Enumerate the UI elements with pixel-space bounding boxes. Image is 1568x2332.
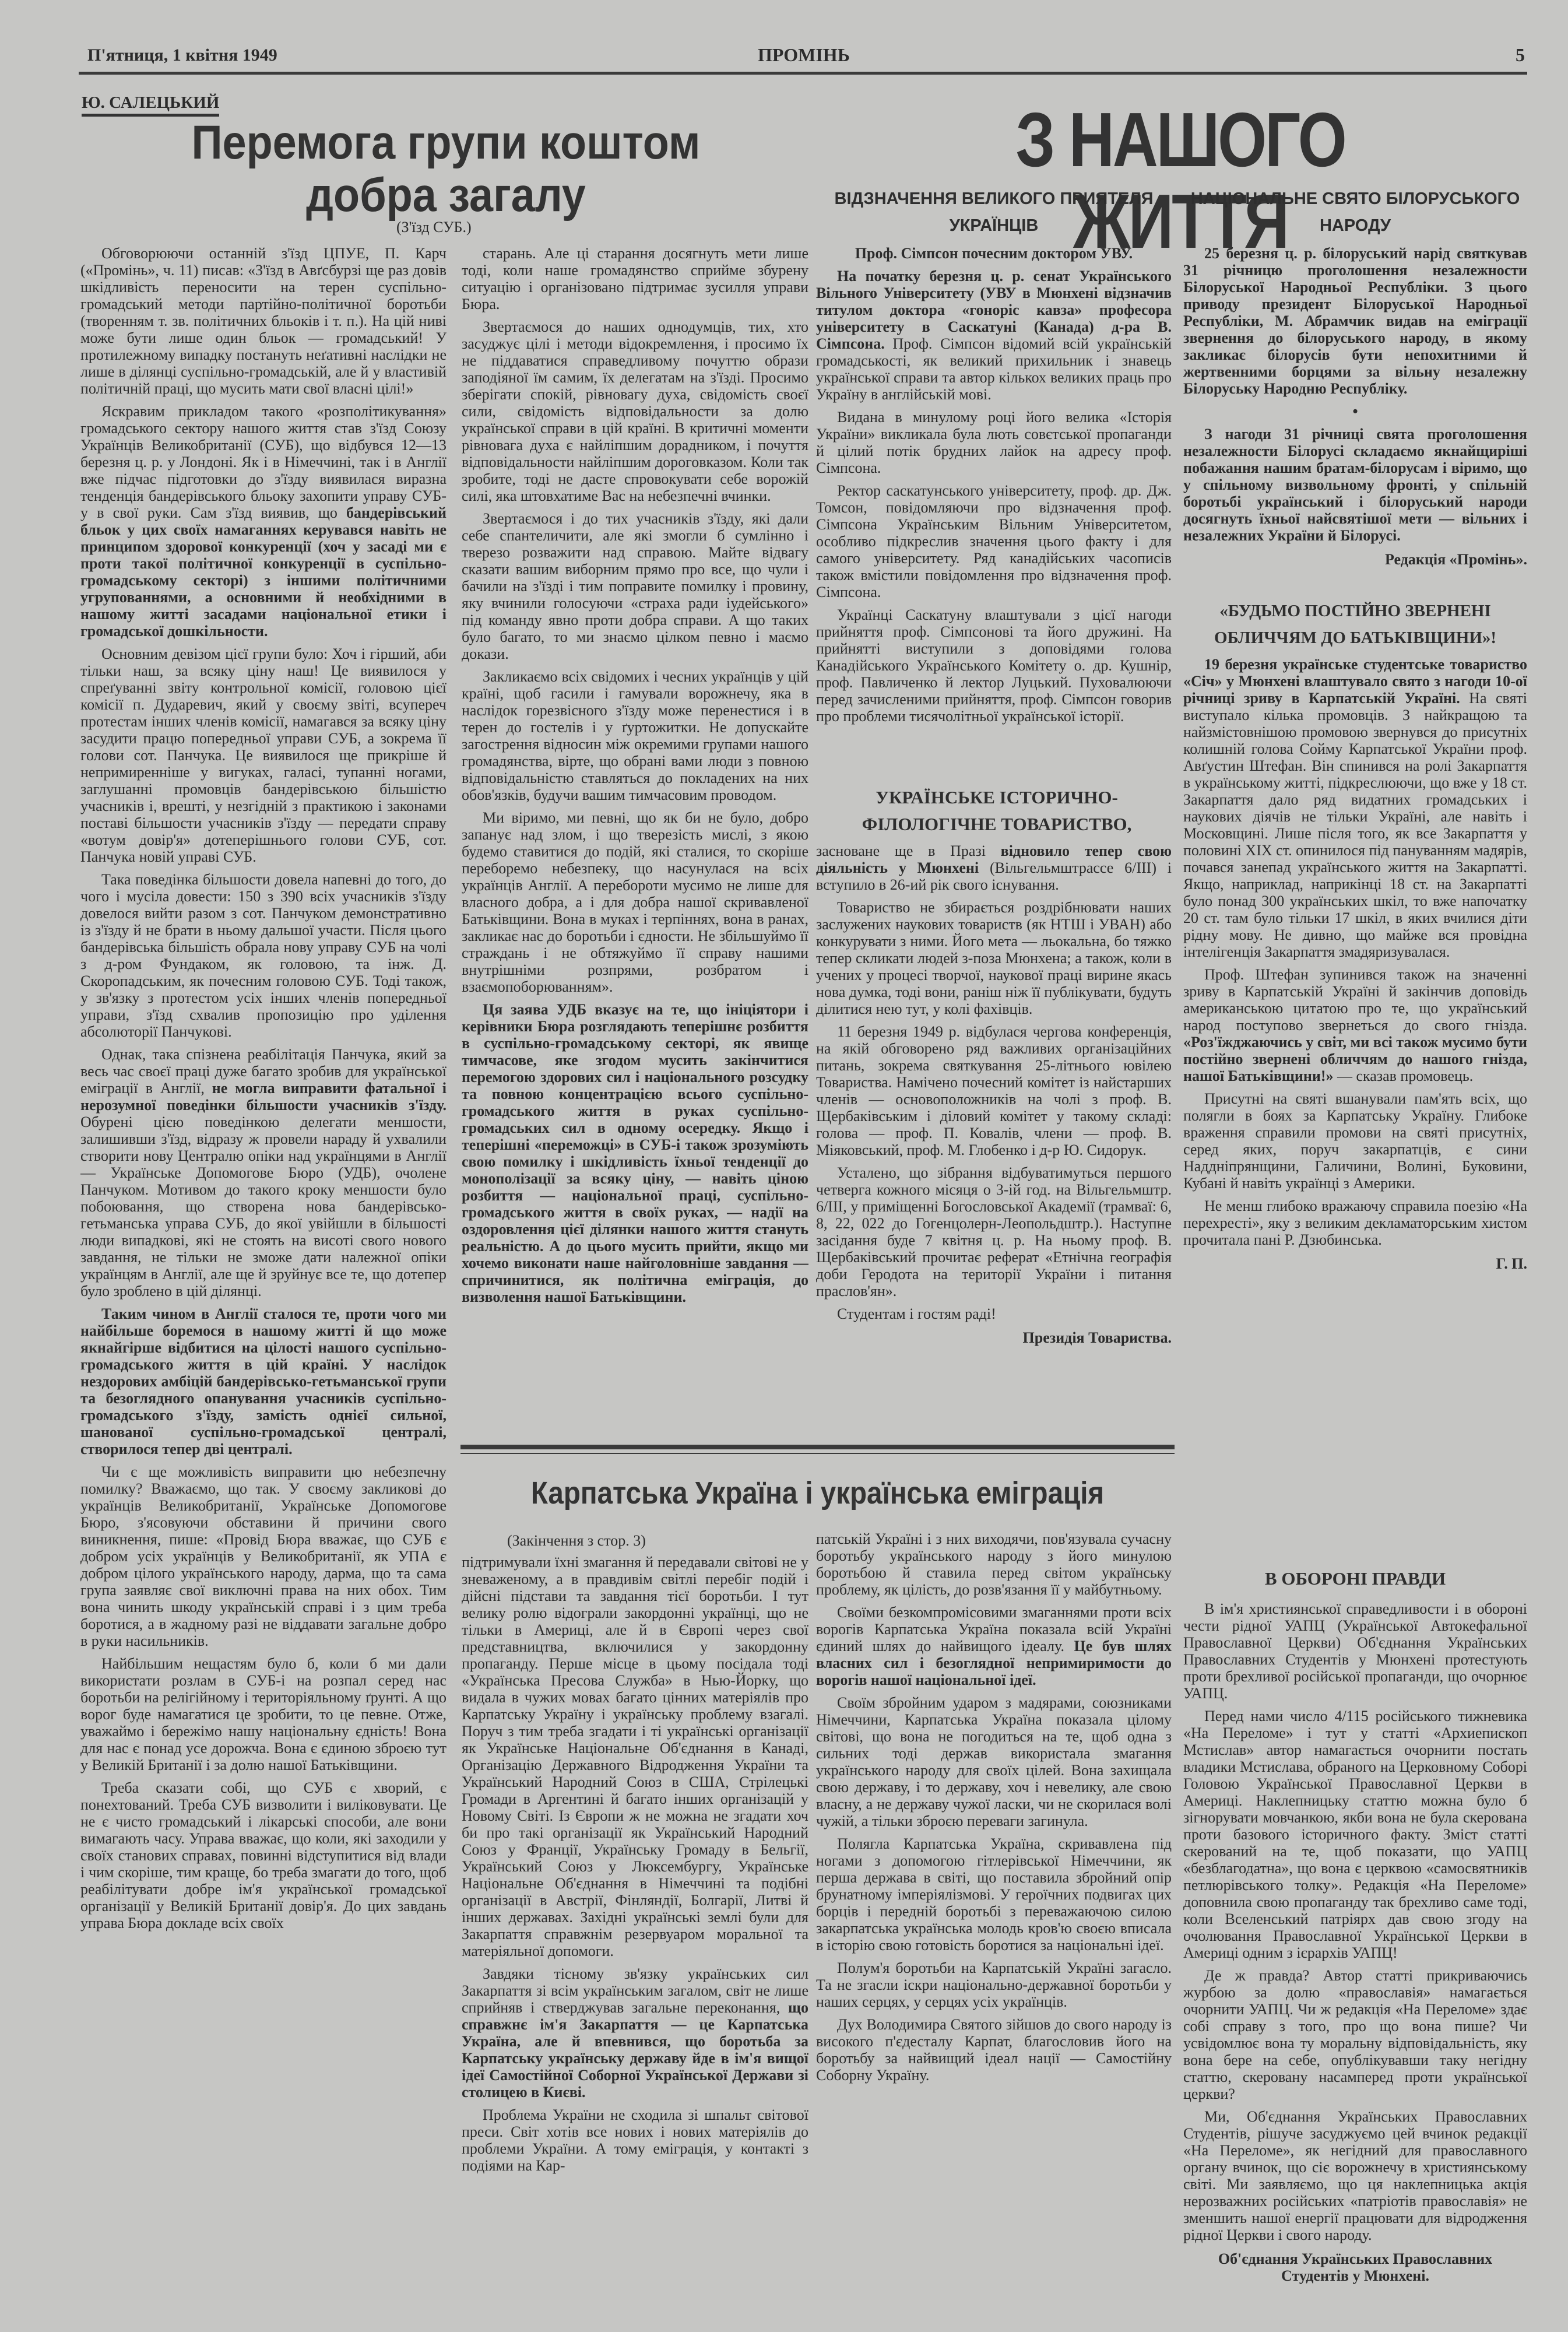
society-article bbox=[816, 842, 1172, 1431]
paragraph-text: Треба сказати собі, що СУБ є хворий, є понехтований. Треба СУБ визволити і виліковувати. Це не є чисто громадський і лікарські способи, але вони вимагають часу. Управа вважає, що коли, які заходили у своїх станових справах, повинні відступитися від влади і чим скоріше, тим краще, бо треба змагати до того, щоб реабілітувати добре ім'я української громадської організації у Великій Британії довір'я. До цих завдань управа Бюра докладе всіх своїх bbox=[80, 1779, 447, 1931]
paragraph-text: Чи є ще можливість виправити цю небезпечну помилку? Вважаємо, що так. У своєму закликові до українців Великобританії, Українське Допомогове Бюро, з'ясовуючи обставини й причини свого виникнення, пише: «Провід Бюра вважає, що СУБ є добром усіх українців у Великобританії, як УПА є добром цілого українського народу, дарма, що та сама група заявляє свої виключні права на них обох. Тим вона чинить шкоду українській справі і з цим треба боротися, а в жадному разі не віддавати загальне добро в руки насильників. bbox=[80, 1463, 447, 1649]
paragraph-bold-text: «Роз'їжджаючись у світ, ми всі також мусимо бути постійно звернені обличчям до нашого гнізда, нашої Батьківщини!» bbox=[1183, 1034, 1527, 1084]
paragraph bbox=[816, 606, 1172, 725]
sich-signature: Г. П. bbox=[1496, 1255, 1527, 1272]
paragraph-text: старань. Але ці старання досягнуть мети лише тоді, коли наше громадянство сприйме збурену ситуацію і організовано підтримає зусилля управи Бюра. bbox=[462, 245, 808, 312]
paragraph-text: Однак, така спізнена реабілітація Панчука, який за весь час своєї праці дуже багато зробив для української еміграції в Англії, bbox=[80, 1046, 447, 1097]
carpathian-column-3 bbox=[816, 1530, 1172, 2317]
paragraph-text: Завдяки тісному зв'язку українських сил Закарпаття зі всім українським загалом, світ не лише сприйняв і стверджував загальне переконання, bbox=[462, 1965, 808, 2016]
paragraph bbox=[816, 842, 1172, 893]
paragraph-text: Найбільшим нещастям було б, коли б ми дали використати розлам в СУБ-і на розпал серед нас боротьби на релігійному і територіяльному ґрунті. А що ворог буде намагатися це зробити, то це певне. Отже, уважаймо і бережімо нашу національну єдність! Вона для нас є понад усе дорожча. Вона є єдиною зброєю тут у Великій Британії і за долю нашої Батьківщини. bbox=[80, 1655, 447, 1773]
paragraph-bold-text: що справжнє ім'я Закарпаття — це Карпатська Україна, але й впевнився, що боротьба за Карпатську українську державу йде в ім'я вищої ідеї Самостійної Соборної Української Держави зі столицею в Києві. bbox=[462, 1999, 808, 2101]
paragraph bbox=[1183, 2108, 1527, 2243]
masthead-rule bbox=[79, 72, 1527, 75]
page-number: 5 bbox=[1516, 44, 1525, 65]
paragraph bbox=[816, 1835, 1172, 1954]
left-article-column-1 bbox=[80, 245, 447, 2320]
paragraph bbox=[816, 899, 1172, 1017]
paragraph-text: Ця заява УДБ вказує на те, що ініціятори і керівники Бюра розглядають теперішнє розбиття в суспільно-громадському секторі, як явище тимчасове, яке згодом мусить закінчитися перемогою здорових сил і національного розсудку та повною концентрацією всього суспільно-громадського життя в руках суспільно-громадських сил в одному осередку. Якщо і теперішні «переможці» в СУБ-і також зрозуміють свою помилку і шкідливість їхньої тенденції до монополізації за всяку ціну, — навіть ціною розбиття — національної праці, суспільно-громадського життя в своїх руках, — надії на оздоровлення цієї ділянки нашого життя стануть реальністю. А до цього мусить прийти, якщо ми хочемо виконати наше найголовніше завдання — спричинитися, як політична еміграція, до визволення нашої Батьківщини. bbox=[462, 1001, 808, 1305]
article-author: Ю. САЛЕЦЬКИЙ bbox=[82, 93, 219, 117]
paragraph bbox=[80, 1463, 447, 1649]
paragraph-text: підтримували їхні змагання й передавали світові не у зневаженому, а в правдивім світлі перебіг подій і дійсні підстави та завдання тієї боротьби. І тут велику ролю відограли закордонні українці, що не тільки в Америці, але й в Європі через свої представництва, включилися у закордонну пропаганду. Перше місце в цьому посідала тоді «Українська Пресова Служба» в Нью-Йорку, що видала в чужих мовах багато цінних матеріялів про Карпатську Україну і українську проблему взагалі. Поруч з тим треба згадати і ті українські організації як Українське Національне Об'єднання в Канаді, Організацію Державного Відродження України та Український Народний Союз в США, Стрілецькі Громади в Аргентині й багато інших організацій у Новому Світі. Із Європи ж не можна не згадати хоч би про такі організації як Український Народний Союз у Франції, Українську Громаду в Бельгії, Український Союз у Люксембургу, Українське Національне Об'єднання в Німеччині та подібні організації в Австрії, Фінляндії, Болгарії, Литві й інших державах. Західні українські землі були для Закарпаття справжнім резервуаром моральної та матеріяльної допомоги. bbox=[462, 1554, 808, 1959]
paragraph-text: Звертаємося до наших однодумців, тих, хто засуджує цілі і методи відокремлення, і просимо їх не піддаватися справедливому почуттю образи заподіяної їм самим, їх делегатам на з'їзді. Просимо зберігати спокій, рівновагу духа, свідомість своєї сили, свідомість відповідальности за долю української справи в цій країні. В критичні моменти рівновага духа є найліпшим дорадником, і почуття відповідальности найліпшим дороговказом. Коли так зробите, тоді не дасте спровокувати себе ворожій силі, яка штовхатиме Вас на небезпечні вчинки. bbox=[462, 318, 808, 504]
paragraph bbox=[80, 403, 447, 640]
paragraph-text-tail: — сказав промовець. bbox=[1333, 1067, 1474, 1084]
defense-body bbox=[1183, 1600, 1527, 2243]
simpson-lead: Проф. Сімпсон почесним доктором УВУ. bbox=[855, 245, 1133, 262]
sich-headline: «БУДЬМО ПОСТІЙНО ЗВЕРНЕНІ ОБЛИЧЧЯМ ДО БАТЬКІВЩИНИ»! bbox=[1214, 602, 1497, 647]
paragraph-bold-text: бандерівський бльок у цих своїх намаганнях керувався навіть не принципом здорової конкуренції (хоч у засаді ми є проти такої політичної конкуренції в суспільно-громадському секторі) з іншими політичними угрупованнями, а основними й необхідними в нашому житті засадами національної етики і громадської дошкільности. bbox=[80, 504, 447, 640]
paragraph-text: Таким чином в Англії сталося те, проти чого ми найбільше боремося в нашому житті й що може якнайгірше відбитися на цілості нашого суспільно-громадського життя в цій країні. У наслідок нездорових амбіцій бандерівсько-гетьманської групи та безоглядного опанування учасників суспільно-громадського з'їзду, замість однієї сильної, шанованої суспільно-громадської централі, створилося тепер дві централі. bbox=[80, 1305, 447, 1458]
paragraph-text: Де ж правда? Автор статті прикриваючись журбою за долю «православія» намагається очорнити УАПЦ. Чи ж редакція «На Переломе» здає собі справу з того, про що вона пише? Чи усвідомлює вона ту моральну відповідальність, яку вона бере на себе, опублікувавши таку негідну статтю, скеровану насамперед проти української церкви? bbox=[1183, 1967, 1527, 2102]
paragraph-text: Дух Володимира Святого зійшов до свого народу із високого п'єдесталу Карпат, благословив його на боротьбу за найвищий ідеал нації — Самостійну Соборну Україну. bbox=[816, 2016, 1172, 2084]
paragraph-text: Проблема України не сходила зі шпальт світової преси. Світ хотів все нових і нових матеріялів до проблеми України. А тому еміграція, у контакті з подіями на Кар- bbox=[462, 2106, 808, 2174]
article-headline bbox=[87, 117, 804, 222]
paragraph bbox=[816, 2016, 1172, 2084]
paragraph-text: Ми віримо, ми певні, що як би не було, добро запанує над злом, і що тверезість мислі, з якою будемо ставитися до подій, які сталися, то скоріше переборемо небезпеку, що насунулася на всіх українців Англії. А перебороти мусимо не лише для власного добра, а і для добра нашої скривавленої Батьківщини. Вона в муках і терпіннях, вона в ранах, закликає нас до боротьби і єдности. Не збільшуймо її страждань і не обтяжуймо її справу нашими внутрішніми розпрями, розбратом і взаємопоборюванням». bbox=[462, 809, 808, 995]
paragraph-text: Яскравим прикладом такого «розполітикування» громадського сектору нашого життя став з'їзд Союзу Українців Великобританії (СУБ), що відбувся 12—13 березня ц. р. у Лондоні. Як і в Німеччині, так і в Англії вже підчас підготовки до з'їзду виявилася виразна тенденція бандерівського бльоку захопити управу СУБ-у в свої руки. Сам з'їзд виявив, що bbox=[80, 403, 447, 521]
paragraph-text: Така поведінка більшости довела напевні до того, до чого і мусіла довести: 150 з 390 всіх учасників з'їзду довелося вийти разом з сот. Панчуком демонстративно із з'їзду й не брати в ньому дальшої участи. Після цього бандерівська більшість обрала нову управу СУБ на чолі з д-ром Фундаком, як головою, та інж. Д. Скоропадським, як почесним головою СУБ. Тоді також, у зв'язку з протестом усіх інших членів попередньої управи, з'їзд схвалив пропозицію про уділення абсолюторії Панчукові. bbox=[80, 871, 447, 1040]
paragraph-text: Полягла Карпатська Україна, скривавлена під ногами з допомогою гітлерівської Німеччини, як перша держава в світі, що поставила збройний опір брунатному імперіялізмові. У героїчних подвигах цих борців і передній боротьбі з переважаючою силою закарпатська українська молодь кров'ю своєю вписала в історію свою готовість боротися за національні ідеї. bbox=[816, 1835, 1172, 1954]
paragraph bbox=[816, 1164, 1172, 1300]
sich-article bbox=[1183, 656, 1527, 1560]
newspaper-name: ПРОМІНЬ bbox=[758, 44, 850, 65]
paragraph bbox=[80, 245, 447, 397]
paragraph-text: патській Україні і з них виходячи, пов'язувала сучасну боротьбу українського народу з його минулою боротьбою й ставила перед світом українську проблему, як цілість, до розв'язання її у майбутньому. bbox=[816, 1530, 1172, 1598]
paragraph bbox=[462, 809, 808, 995]
paragraph bbox=[1183, 656, 1527, 960]
society-headline: УКРАЇНСЬКЕ ІСТОРИЧНО-ФІЛОЛОГІЧНЕ ТОВАРИСТВО, bbox=[862, 787, 1132, 834]
paragraph-text: 19 березня українське студентське товариство «Січ» у Мюнхені влаштувало свято з нагоди 10-ої річниці зриву в Карпатській Україні. bbox=[1183, 656, 1527, 707]
paragraph bbox=[80, 1779, 447, 1931]
paragraph-bold-text: Це був шлях власних сил і безоглядної непримиримости до ворогів нашої національної ідеї. bbox=[816, 1638, 1172, 1688]
paragraph bbox=[816, 1604, 1172, 1688]
belarus-body bbox=[1183, 245, 1527, 397]
carpathian-column-2 bbox=[462, 1554, 808, 2317]
paragraph-bold-text: не могла виправити фатальної і нерозумної поведінки більшости учасників з'їзду. bbox=[80, 1080, 447, 1114]
paragraph bbox=[462, 1965, 808, 2101]
paragraph-text: Українці Саскатуну влаштували з цієї нагоди прийняття проф. Сімпсонові та його дружині. На прийнятті виступили з доповідями голова Канадійського Українського Комітету о. др. Кушнір, проф. Павличенко й лектор Луцький. Пуховалюючи перед зачисленими прийняття, проф. Сімпсон говорив про проблеми тисячолітньої української історії. bbox=[816, 606, 1172, 725]
paragraph-text: Присутні на святі вшанували пам'ять всіх, що полягли в боях за Карпатську Україну. Глибоке враження справили промови на святі присутніх, серед яких, поруч закарпатців, є сини Наддніпрянщини, Галичини, Волині, Буковини, Кубані й навіть українці з Америки. bbox=[1183, 1090, 1527, 1192]
paragraph bbox=[816, 409, 1172, 476]
paragraph bbox=[462, 1554, 808, 1959]
defense-headline: В ОБОРОНІ ПРАВДИ bbox=[1264, 1568, 1446, 1589]
paragraph-text: В ім'я християнської справедливости і в обороні чести рідної УАПЦ (Української Автокефальної Православної Церкви) Об'єднання Українських Православних Студентів у Мюнхені протестують проти брехливої російської пропаганди, що очорнює УАПЦ. bbox=[1183, 1600, 1527, 1702]
paragraph bbox=[816, 1305, 1172, 1322]
simpson-headline: ВІДЗНАЧЕННЯ ВЕЛИКОГО ПРИЯТЕЛЯ УКРАЇНЦІВ bbox=[834, 189, 1154, 235]
paragraph-text: засноване ще в Празі bbox=[816, 842, 1001, 859]
paragraph bbox=[1183, 966, 1527, 1084]
issue-date: П'ятниця, 1 квітня 1949 bbox=[87, 45, 277, 65]
paragraph-text: 11 березня 1949 р. відбулася чергова конференція, на якій обговорено ряд важливих організаційних питань, зокрема святкування 25-літнього ювілею Товариства. Намічено почесний комітет із найстарших членів — основоположників на чолі з проф. В. Щербаківським і діловий комітет у такому складі: голова — проф. П. Ковалів, члени — проф. В. Міяковський, проф. М. Глобенко і д-р Ю. Сидорук. bbox=[816, 1023, 1172, 1158]
paragraph-text: Ректор саскатунського університету, проф. др. Дж. Томсон, повідомляючи про відзначення проф. Сімпсона Українським Вільним Університетом, особливо підкреслив значення цього факту і для самого університету. Ряд канадійських часописів також вмістили повідомлення про відзначення проф. Сімпсона. bbox=[816, 482, 1172, 600]
simpson-article bbox=[816, 245, 1172, 793]
defense-article bbox=[1183, 1600, 1527, 2317]
paragraph bbox=[462, 1001, 808, 1305]
paragraph bbox=[816, 1023, 1172, 1158]
paragraph-text: Основним девізом цієї групи було: Хоч і гірший, аби тільки наш, за всяку ціну наш! Це виявилося у спреґуванні звіту контрольної комісії, головою цієї комісії п. Дударевич, який у своєму звіті, всупереч протестам інших членів комісії, намагався за всяку ціну засудити працю попередньої управи СУБ, а зокрема її голови сот. Панчука. Це виявилося ще прикріше й непримиренніше у вигуках, галасі, тупанні ногами, заглушанні промовців бандерівською більшістю учасників і, врешті, у незгідній з практикою і законами поставі більшости учасників з'їзду — передати справу «вотум довір'я» дотеперішнього голови СУБ, сот. Панчука новій управі СУБ. bbox=[80, 645, 447, 865]
defense-signature: Об'єднання Українських Православних Студентів у Мюнхені. bbox=[1218, 2250, 1493, 2284]
simpson-body bbox=[816, 268, 1172, 725]
headline-line-2: добра загалу bbox=[306, 168, 586, 222]
paragraph bbox=[462, 668, 808, 803]
paragraph bbox=[80, 871, 447, 1040]
paragraph bbox=[1183, 1197, 1527, 1248]
paragraph-text: Звертаємося і до тих учасників з'їзду, які дали себе спантеличити, але які змогли б сумлінно і тверезо розважити над справою. Майте відвагу сказати вашим виборним прямо про все, що чули і бачили на з'їзді і тим поправите помилку і провину, яку вчинили голосуючи «страха ради іудейського» під команду явно проти добра справи. А що таких було багато, то ми знаємо цілком певно і маємо докази. bbox=[462, 510, 808, 662]
paragraph-text: Ми, Об'єднання Українських Православних Студентів, рішуче засуджуємо цей вчинок редакції «На Переломе», як негідний для православного органу вчинок, що сіє ворожнечу в християнському світі. Ми заявляємо, що ця наклепницька акція нерозважних російських «патріотів православія» не зменшить нашої енергії працювати для відродження рідної Церкви і свого народу. bbox=[1183, 2108, 1527, 2243]
carpathian-continued: (Закінчення з стор. 3) bbox=[507, 1532, 646, 1549]
paragraph-text: 25 березня ц. р. білоруський нарід святкував 31 річницю проголошення незалежности Білоруської Народньої Республіки. З цього приводу президент Білоруської Народньої Республіки, М. Абрамчик видав на еміграції звернення до білоруського народу, в якому закликає білорусів бути непохитними й жертвенними борцями за вільну незалежну Білоруську Народню Республіку. bbox=[1183, 245, 1527, 397]
section-title: З НАШОГО ЖИТТЯ bbox=[1015, 97, 1345, 264]
belarus-headline: НАЦІОНАЛЬНЕ СВЯТО БІЛОРУСЬКОГО НАРОДУ bbox=[1190, 189, 1520, 235]
paragraph bbox=[462, 318, 808, 504]
headline-line-1: Перемога групи коштом bbox=[191, 116, 701, 169]
paragraph-bold-text: відновило тепер свою діяльність у Мюнхені bbox=[816, 842, 1172, 876]
belarus-greeting: З нагоди 31 річниці свята проголошення незалежности Білорусі складаємо якнайщиріші побажання нашим братам-білорусам і віримо, що у спільному визвольному фронті, у спільній боротьбі український і білоруський народи досягнуть їхньої найсвятішої мети — вільних і незалежних України й Білорусі. bbox=[1183, 426, 1527, 544]
carpathian-headline: Карпатська Україна і українська еміграція bbox=[530, 1476, 1105, 1511]
paragraph-text: Усталено, що зібрання відбуватимуться першого четверга кожного місяця о 3-ій год. на Вільгельмштр. 6/III, у приміщенні Богословської Академії (трамваї: 6, 8, 22, 022 до Гогенцолерн-Леопольдштр.). Наступне засідання буде 7 квітня ц. р. На ньому проф. В. Щербаківський прочитає реферат «Етнічна географія доби Геродота на території України і питання праслов'ян». bbox=[816, 1164, 1172, 1300]
section-divider bbox=[460, 1445, 1175, 1449]
paragraph bbox=[1183, 1708, 1527, 1961]
article-subtitle: (З'їзд СУБ.) bbox=[396, 219, 472, 236]
left-article-column-2 bbox=[462, 245, 808, 1434]
paragraph-text: Не менш глибоко вражаючу справила поезію «На перехресті», яку з великим декламаторським хистом прочитала пані Р. Дзюбинська. bbox=[1183, 1197, 1527, 1248]
paragraph-text: Проф. Штефан зупинився також на значенні зриву в Карпатській Україні й закінчив доповідь американською цитатою про те, що український народ поступово звернеться до свого гнізда. bbox=[1183, 966, 1527, 1034]
paragraph bbox=[462, 245, 808, 312]
paragraph-text-tail: Обурені цією поведінкою делегати меншости, залишивши з'їзд, відразу ж провели нараду й ухвалили створити нову Централю опіки над українцями в Англії — Українське Допомогове Бюро (УДБ), очолене Панчуком. Мотивом до такого кроку меншости було побоювання, що створена нова бандерівсько-гетьманська управа СУБ, до якої увійшли в більшості люди випадкові, які не стоять на висоті свого нового завдання, не тільки не зможе дати належної опіки українцям в Англії, але ще й зруйнує все те, що дотепер було зроблено в цій ділянці. bbox=[80, 1114, 447, 1300]
paragraph-text: Своїм збройним ударом з мадярами, союзниками Німеччини, Карпатська Україна показала цілому світові, що вона не погодиться на те, щоб одна з сильних тоді держав використала змагання українського народу для своїх цілей. Вона захищала свою державу, і то державу, хоч і невелику, але свою власну, а не державу чужої ласки, чи не скорилася волі чужій, а тільки зброєю переваги загинула. bbox=[816, 1694, 1172, 1829]
paragraph-text: Видана в минулому році його велика «Історія України» викликала була лють совєтської пропаганди й цілий потік брудних лайок на адресу проф. Сімпсона. bbox=[816, 409, 1172, 476]
paragraph bbox=[80, 1655, 447, 1773]
belarus-signature: Редакція «Промінь». bbox=[1385, 551, 1527, 568]
paragraph-text-tail: Проф. Сімпсон відомий всій українській громадськості, як великий прихильник і знавець української справи та автор кількох великих праць про Україну в англійській мові. bbox=[816, 335, 1172, 403]
paragraph-text: Полум'я боротьби на Карпатській Україні загасло. Та не згасли іскри національно-державної боротьби у наших серцях, у серцях усіх українців. bbox=[816, 1959, 1172, 2010]
paragraph-text: Своїми безкомпромісовими змаганнями проти всіх ворогів Карпатська Україна показала всій Україні єдиний шлях до найвищого ідеалу. bbox=[816, 1604, 1172, 1655]
paragraph bbox=[1183, 1967, 1527, 2102]
paragraph bbox=[816, 1530, 1172, 1598]
paragraph-text: Закликаємо всіх свідомих і чесних українців у цій країні, щоб гасили і гамували ворожнечу, яка в наслідок горезвісного з'їзду може перенестися і в терен до гостелів і у ґуртожитки. Не допускайте загострення відносин між окремими групами нашого громадянства, вірте, що обрані вами люди з повною відповідальністю ставляться до покладених на них обов'язків, будучи вашим тимчасовим проводом. bbox=[462, 668, 808, 803]
belarus-article bbox=[1183, 245, 1527, 571]
paragraph-text: На початку березня ц. р. сенат Українського Вільного Університету (УВУ в Мюнхені відзначив титулом доктора «гоноріс кавза» професора університету в Саскатуні (Канада) д-ра В. Сімпсона. bbox=[816, 268, 1172, 352]
separator-bullet: • bbox=[1352, 403, 1358, 420]
society-signature: Президія Товариства. bbox=[1022, 1329, 1172, 1346]
paragraph bbox=[816, 1959, 1172, 2010]
paragraph bbox=[462, 2106, 808, 2174]
section-divider-thin bbox=[460, 1453, 1175, 1454]
paragraph bbox=[816, 268, 1172, 403]
society-body bbox=[816, 842, 1172, 1322]
paragraph-text: Обговорюючи останній з'їзд ЦПУЕ, П. Карч («Промінь», ч. 11) писав: «З'їзд в Авґсбурзі ще раз довів шкідливість переносити на терен суспільно-громадський методи партійно-політичної боротьби (творенням т. зв. політичних бльоків і т. п.). На цій ниві може бути лише один бльок — громадський! У протилежному випадку постануть неґативні наслідки не лише в ділянці суспільно-громадській, але й у властивій політичній праці, що мусить мати свої власні цілі!» bbox=[80, 245, 447, 397]
paragraph bbox=[80, 1046, 447, 1300]
paragraph bbox=[816, 1694, 1172, 1829]
sich-body bbox=[1183, 656, 1527, 1248]
paragraph bbox=[1183, 1090, 1527, 1192]
paragraph-text: Студентам і гостям раді! bbox=[837, 1305, 996, 1322]
paragraph-text: Товариство не збирається роздрібнювати наших заслужених наукових товариств (як НТШ і УВАН) або конкурувати з ними. Його мета — льокальна, бо тяжко тепер скликати людей з-поза Мюнхена; а також, коли в учених у процесі творчої, наукової праці вирине якась нова думка, тоді вони, раніш ніж її публікувати, будуть ділитися нею тут, у колі фахівців. bbox=[816, 899, 1172, 1017]
paragraph bbox=[1183, 245, 1527, 397]
paragraph bbox=[80, 645, 447, 865]
paragraph bbox=[462, 510, 808, 662]
paragraph bbox=[816, 482, 1172, 600]
paragraph-text-tail: (Вільгельмштрассе 6/III) і вступило в 26-ий рік свого існування. bbox=[816, 859, 1172, 893]
paragraph bbox=[80, 1305, 447, 1458]
paragraph-text-tail: На святі виступало кілька промовців. З найкращою та найзмістовнішою промовою звернувся до присутніх колишній голова Сойму Карпатської України проф. Авґустин Штефан. Він спинився на ролі Закарпаття в українському житті, підкреслюючи, що вже у 18 ст. Закарпаття дало ряд видатних громадських і наукових діячів не тільки Україні, але навіть і Московщині. Лише після того, як все Закарпаття у половині XIX ст. опинилося під пануванням мадярів, почався занепад українського життя на Закарпатті. Якщо, наприклад, наприкінці 18 ст. на Закарпатті було понад 300 українських шкіл, то вже напочатку 20 ст. там було тільки 17 шкіл, в яких вчилися діти рідну мову. Не дивно, що майже вся провідна інтелігенція Закарпаття змадяризувалася. bbox=[1183, 690, 1527, 960]
paragraph bbox=[1183, 1600, 1527, 1702]
paragraph-text: Перед нами число 4/115 російського тижневика «На Переломе» і тут у статті «Архиепископ Мстислав» автор намагається очорнити постать владики Мстислава, обраного на Церковному Соборі Головою Української Православної Церкви в Америці. Наклепницьку статтю можна було б зігнорувати мовчанкою, якби вона не була скерована проти базового історичного факту. Зміст статті скерований на те, щоб показати, що УАПЦ «безблагодатна», що вона є церквою «самосвятників петлюрівського толку». Редакція «На Переломе» доповнила свою пропаганду так брехливо саме тоді, коли Вселенський патріярх дав свою згоду на очолювання Православної Української Церкви в Америці одним з ієрархів УАПЦ! bbox=[1183, 1708, 1527, 1961]
